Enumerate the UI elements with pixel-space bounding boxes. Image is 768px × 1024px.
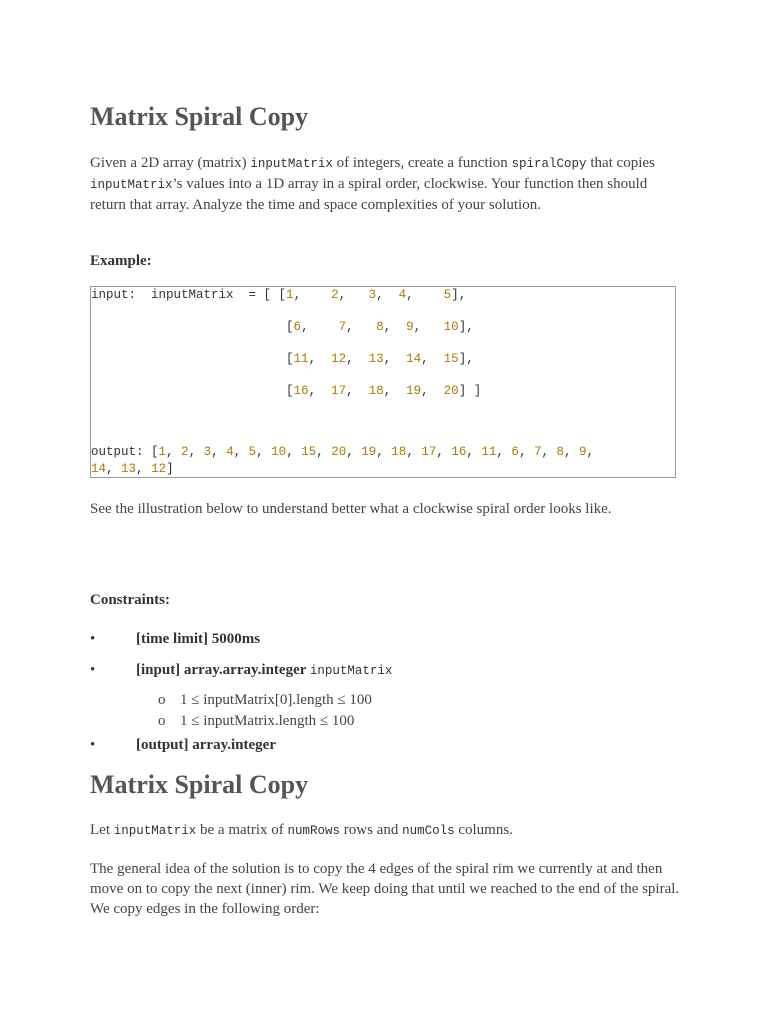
output-prefix: output: [	[91, 445, 159, 459]
matrix-value: 15	[443, 352, 459, 366]
output-separator: ,	[316, 445, 332, 459]
output-value: 5	[248, 445, 257, 459]
intro-code-1: inputMatrix	[250, 157, 333, 171]
illustration-paragraph: See the illustration below to understand better what a clockwise spiral order looks like.	[90, 501, 612, 517]
code-line-row3: [11, 12, 13, 14, 15],	[91, 352, 474, 366]
output-separator: ,	[586, 445, 595, 459]
output-value: 19	[361, 445, 377, 459]
example-label: Example:	[90, 253, 152, 269]
constraint-input-text: [input] array.array.integer	[136, 662, 310, 678]
output-separator: ,	[211, 445, 227, 459]
constraint-time	[90, 631, 261, 648]
matrix-value: 16	[293, 384, 309, 398]
output-value: 4	[226, 445, 234, 459]
output-separator: ,	[286, 445, 302, 459]
let-code-2: numRows	[287, 824, 340, 838]
output-value: 6	[511, 445, 519, 459]
constraint-time-text: [time limit] 5000ms	[136, 631, 261, 647]
circle-bullet-icon: o	[158, 692, 166, 708]
circle-bullet-icon: o	[158, 713, 166, 729]
output-separator: ,	[136, 462, 152, 476]
matrix-value: 20	[443, 384, 459, 398]
output-separator: ,	[564, 445, 580, 459]
bullet-icon: •	[90, 631, 96, 647]
output-separator: ,	[166, 445, 182, 459]
code-line-row2: [6, 7, 8, 9, 10],	[91, 320, 474, 334]
output-separator: ,	[466, 445, 482, 459]
output-separator: ,	[406, 445, 422, 459]
output-value: 18	[391, 445, 407, 459]
output-value: 7	[533, 445, 542, 459]
intro-text-1: Given a 2D array (matrix)	[90, 155, 251, 171]
output-value: 3	[203, 445, 212, 459]
output-separator: ,	[233, 445, 249, 459]
output-value: 8	[556, 445, 564, 459]
constraint-sub-1-text: 1 ≤ inputMatrix[0].length ≤ 100	[180, 692, 372, 708]
output-value: 1	[158, 445, 167, 459]
matrix-value: 6	[293, 320, 302, 334]
let-text-2: be a matrix of	[196, 822, 288, 838]
matrix-value: 11	[293, 352, 309, 366]
code-line-input: input: inputMatrix = [ [1, 2, 3, 4, 5],	[91, 288, 467, 302]
constraint-input-code: inputMatrix	[309, 664, 393, 678]
matrix-value: 1	[286, 288, 294, 302]
matrix-value: 19	[406, 384, 422, 398]
matrix-value: 5	[443, 288, 452, 302]
output-value: 9	[579, 445, 587, 459]
output-separator: ,	[188, 445, 204, 459]
constraint-sub-2-text: 1 ≤ inputMatrix.length ≤ 100	[180, 713, 355, 729]
let-text-3: rows and	[340, 822, 403, 838]
constraint-sub-1	[158, 692, 372, 709]
output-value: 16	[451, 445, 467, 459]
let-text-4: columns.	[454, 822, 513, 838]
constraint-output	[90, 737, 276, 754]
let-paragraph	[90, 820, 680, 841]
output-value: 17	[421, 445, 437, 459]
matrix-value: 10	[443, 320, 459, 334]
output-value: 10	[271, 445, 287, 459]
matrix-value: 3	[368, 288, 377, 302]
output-separator: ,	[436, 445, 452, 459]
matrix-value: 8	[376, 320, 384, 334]
code-example-box	[90, 286, 676, 478]
output-value: 13	[121, 462, 137, 476]
intro-code-3: inputMatrix	[90, 178, 173, 192]
matrix-value: 18	[368, 384, 384, 398]
output-value: 15	[301, 445, 317, 459]
let-code-1: inputMatrix	[113, 824, 197, 838]
code-line-output	[91, 445, 594, 459]
matrix-value: 2	[331, 288, 339, 302]
section-title: Matrix Spiral Copy	[90, 770, 309, 799]
output-value: 11	[481, 445, 497, 459]
output-separator: ,	[496, 445, 512, 459]
code-line-output-wrap	[91, 462, 174, 476]
output-separator: ]	[166, 462, 174, 476]
matrix-value: 7	[338, 320, 347, 334]
output-separator: ,	[106, 462, 122, 476]
matrix-value: 4	[398, 288, 407, 302]
output-value: 12	[151, 462, 167, 476]
bullet-icon: •	[90, 737, 96, 753]
matrix-value: 9	[406, 320, 414, 334]
let-text-1: Let	[90, 822, 114, 838]
constraint-output-text: [output] array.integer	[136, 737, 276, 753]
bullet-icon: •	[90, 662, 96, 678]
constraint-sub-2	[158, 713, 354, 730]
intro-text-2: of integers, create a function	[332, 155, 512, 171]
output-value: 2	[181, 445, 189, 459]
code-line-row4: [16, 17, 18, 19, 20] ]	[91, 384, 482, 398]
constraint-input	[90, 662, 393, 679]
page-title: Matrix Spiral Copy	[90, 102, 309, 131]
intro-text-4: ’s values into a 1D array in a spiral order, clockwise. Your function then should return that array. Analyze the time and space complexities of your solution.	[90, 176, 648, 213]
output-separator: ,	[518, 445, 534, 459]
output-value: 14	[91, 462, 107, 476]
output-separator: ,	[541, 445, 557, 459]
idea-paragraph: The general idea of the solution is to copy the 4 edges of the spiral rim we currently at and then move on to copy the next (inner) rim. We keep doing that until we reached to the end of the spiral. We copy edges in the following order:	[90, 861, 680, 917]
output-separator: ,	[346, 445, 362, 459]
matrix-value: 12	[331, 352, 347, 366]
output-value: 20	[331, 445, 347, 459]
let-code-3: numCols	[402, 824, 455, 838]
intro-text-3: that copies	[586, 155, 655, 171]
matrix-value: 13	[368, 352, 384, 366]
intro-paragraph	[90, 153, 680, 215]
output-separator: ,	[256, 445, 272, 459]
input-prefix: input: inputMatrix = [ [	[91, 288, 287, 302]
matrix-value: 17	[331, 384, 347, 398]
matrix-value: 14	[406, 352, 422, 366]
intro-code-2: spiralCopy	[511, 157, 587, 171]
constraints-label: Constraints:	[90, 592, 171, 608]
output-separator: ,	[376, 445, 392, 459]
